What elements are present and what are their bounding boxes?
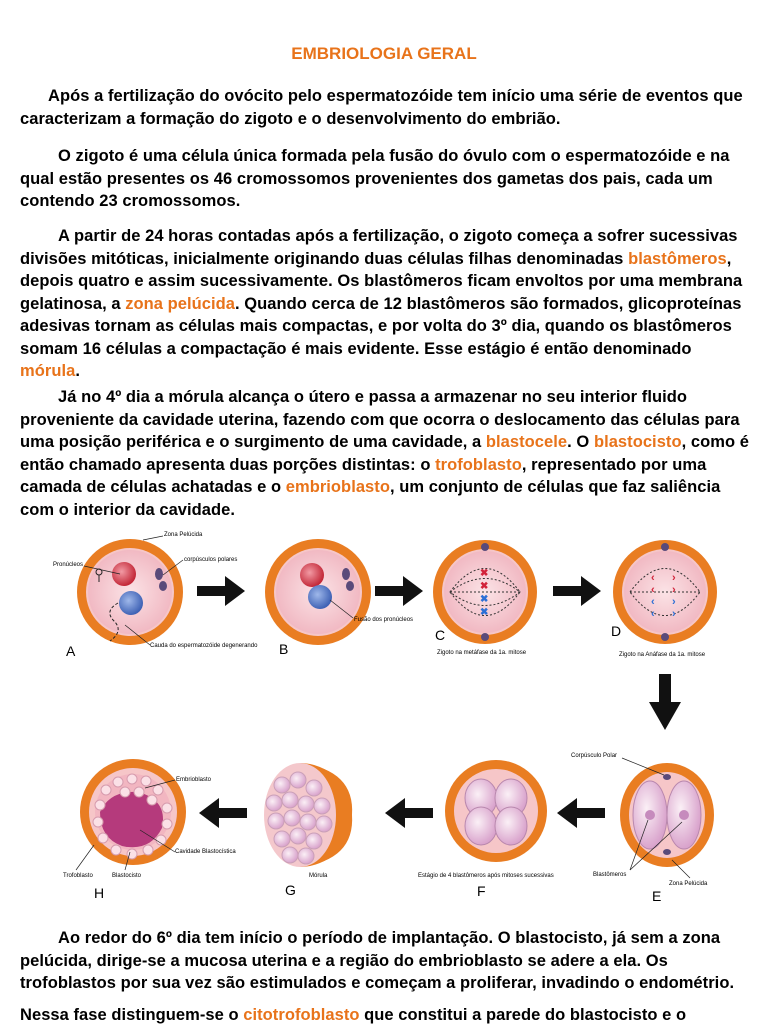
paragraph-4	[20, 386, 750, 521]
stage-letter-b: B	[279, 641, 289, 657]
paragraph-3-text: A partir de 24 horas contadas após a fertilização, o zigoto começa a sofrer sucessivas divisões mitóticas, inicialmente originando duas células filhas denominadas	[20, 227, 738, 268]
svg-text:✖: ✖	[480, 607, 489, 618]
arrow-a-b	[197, 576, 245, 606]
paragraph-4-text: , representado por uma camada de células achatadas e o	[20, 455, 707, 496]
term-citotrofoblasto: citotrofoblasto	[243, 1006, 360, 1024]
stage-c-metaphase	[433, 540, 537, 644]
term-blastomeros: blastômeros	[628, 249, 727, 268]
paragraph-2-text: O zigoto é uma célula única formada pela fusão do óvulo com o espermatozóide e na qual estão presentes os 46 cromossomos provenientes dos gametas dos pais, cada um contendo 23 cromossomos.	[20, 147, 730, 210]
svg-text:›: ›	[672, 584, 676, 596]
svg-text:✖: ✖	[480, 594, 489, 605]
stage-b-zygote	[265, 539, 371, 645]
stage-letter-c: C	[435, 627, 446, 643]
svg-text:›: ›	[672, 572, 676, 584]
term-zona-pelucida: zona pelúcida	[125, 294, 236, 313]
svg-text:‹: ‹	[651, 572, 655, 584]
label-cavidade: Cavidade Blastocística	[175, 849, 236, 855]
stage-letter-g: G	[285, 882, 296, 898]
term-embrioblasto: embrioblasto	[285, 478, 390, 496]
svg-text:›: ›	[672, 596, 676, 608]
svg-text:‹: ‹	[651, 596, 655, 608]
paragraph-6-text: Nessa fase distinguem-se o	[20, 1006, 244, 1024]
paragraph-4-text: , como é então chamado apresenta duas porções distintas: o	[20, 433, 749, 474]
label-metafase: Zigoto na metáfase da 1a. mitose	[437, 650, 527, 656]
paragraph-1	[20, 85, 750, 130]
term-trofoblasto: trofoblasto	[435, 455, 522, 474]
stage-g-morula	[264, 763, 352, 867]
paragraph-4-text: . O	[567, 433, 594, 451]
paragraph-3-text: . Quando cerca de 12 blastômeros são formados, glicoproteínas adesivas tornam as células mais compactas, e por volta do 3º dia, quando os blastômeros somam 16 células a compactação é mais evidente. Esse estágio é então denominado	[20, 294, 742, 358]
label-zona-pelucida: Zona Pelúcida	[164, 532, 203, 538]
term-blastocisto: blastocisto	[593, 433, 682, 451]
paragraph-5	[20, 927, 750, 995]
stage-e-two-cells	[620, 763, 714, 867]
paragraph-4-text: , um conjunto de células que faz saliência com o interior da cavidade.	[20, 478, 721, 519]
label-estagio-4: Estágio de 4 blastômeros após mitoses sucessivas	[418, 873, 554, 879]
stage-f-four-cells	[445, 760, 547, 862]
label-embrioblasto: Embrioblasto	[176, 777, 212, 783]
paragraph-3-text: .	[75, 362, 80, 380]
page-title: EMBRIOLOGIA GERAL	[291, 44, 477, 63]
label-blastomeros: Blastômeros	[593, 872, 627, 878]
label-anafase: Zigoto na Anáfase da 1a. mitose	[619, 652, 706, 658]
paragraph-1-text: Após a fertilização do ovócito pelo espermatozóide tem início uma série de eventos que caracterizam a formação do zigoto e o desenvolvimento do embrião.	[20, 87, 743, 128]
label-blastocisto: Blastocisto	[112, 873, 142, 879]
arrow-d-e	[649, 674, 681, 730]
label-fusao: Fusão dos pronúcleos	[354, 617, 414, 623]
stage-letter-e: E	[652, 888, 662, 904]
arrow-g-h	[199, 798, 247, 828]
paragraph-5-text: Ao redor do 6º dia tem início o período de implantação. O blastocisto, já sem a zona pelúcida, dirige-se a mucosa uterina e a região do embrioblasto se adere a ela. Os trofoblastos por sua vez são estimulados e começam a proliferar, invadindo o endométrio.	[20, 929, 735, 992]
svg-text:✖: ✖	[480, 581, 489, 592]
label-corpusculos-polares: corpúsculos polares	[184, 557, 238, 563]
label-morula: Mórula	[309, 873, 328, 879]
svg-text:‹: ‹	[651, 584, 655, 596]
label-trofoblasto: Trofoblasto	[63, 873, 93, 879]
paragraph-4-text: Já no 4º dia a mórula alcança o útero e passa a armazenar no seu interior fluido proveniente da cavidade uterina, fazendo com que ocorra o deslocamento das células para uma posição periférica e o surgimento de uma cavidade, a	[20, 388, 740, 451]
stage-letter-a: A	[66, 643, 76, 659]
stage-d-anaphase	[613, 540, 717, 644]
arrow-e-f	[557, 798, 605, 828]
arrow-b-c	[375, 576, 423, 606]
paragraph-6	[20, 1004, 750, 1027]
svg-text:›: ›	[672, 608, 676, 620]
label-pronucleos: Pronúcleos	[53, 562, 84, 568]
stage-letter-f: F	[477, 883, 486, 899]
paragraph-2	[20, 145, 750, 213]
embryo-development-figure	[0, 520, 768, 920]
label-cauda: Cauda do espermatozóide degenerando	[150, 643, 258, 649]
paragraph-3-text: , depois quatro e assim sucessivamente. Os blastômeros ficam envoltos por uma membrana gelatinosa, a	[20, 249, 743, 313]
term-morula: mórula	[20, 362, 76, 380]
svg-text:✖: ✖	[480, 568, 489, 579]
paragraph-3	[20, 225, 750, 383]
arrow-c-d	[553, 576, 601, 606]
term-blastocele: blastocele	[485, 433, 568, 451]
stage-letter-d: D	[611, 623, 622, 639]
label-corpusculo-polar: Corpúsculo Polar	[571, 753, 618, 759]
paragraph-6-text: que constitui a parede do blastocisto e o	[359, 1006, 687, 1024]
stage-letter-h: H	[94, 885, 105, 901]
label-zona-pelucida-e: Zona Pelúcida	[669, 881, 708, 887]
svg-text:‹: ‹	[651, 608, 655, 620]
arrow-f-g	[385, 798, 433, 828]
